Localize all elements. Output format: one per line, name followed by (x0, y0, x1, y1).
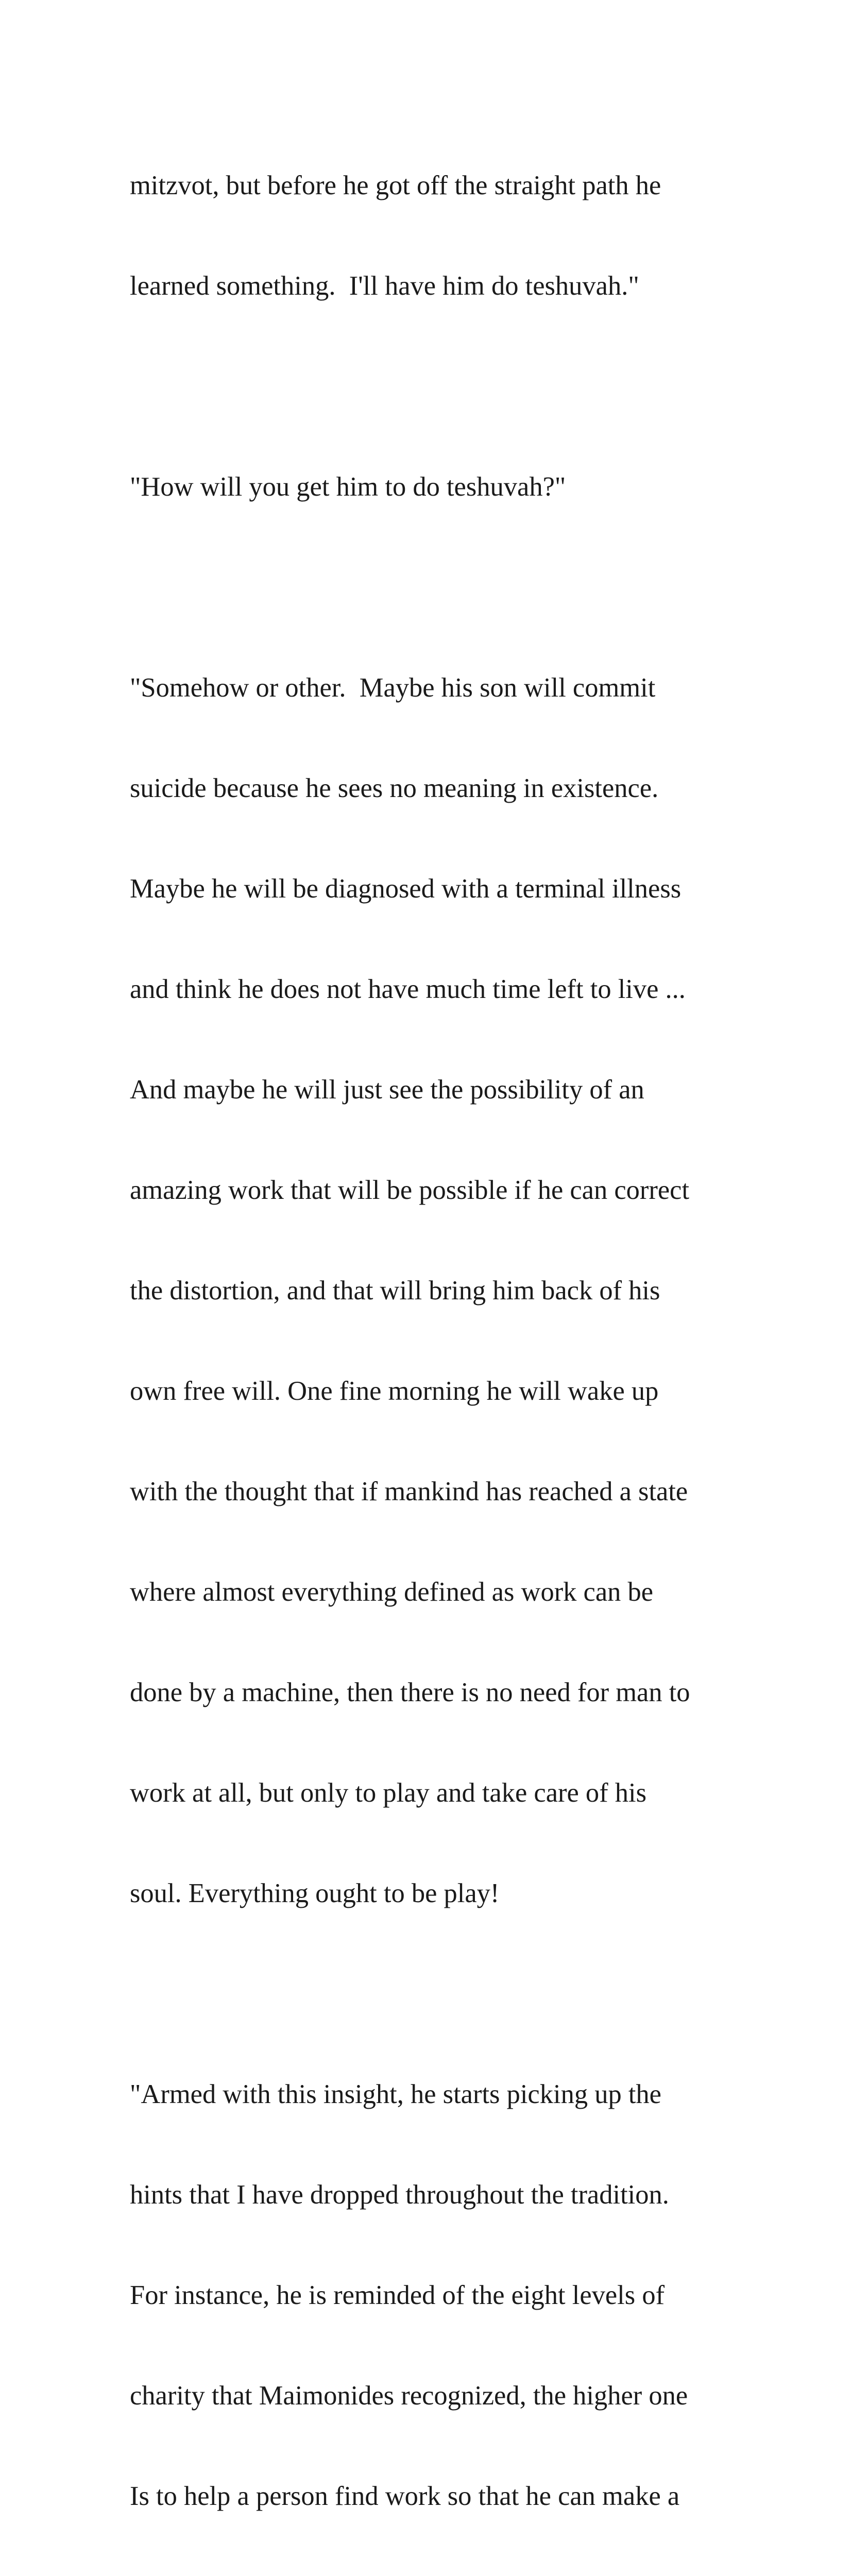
text-line: Is to help a person find work so that he can make a (130, 2481, 680, 2511)
text-line: For instance, he is reminded of the eight levels of (130, 2280, 665, 2310)
text-line: amazing work that will be possible if he can correct (130, 1175, 690, 1205)
paragraph (130, 403, 779, 571)
text-line: suicide because he sees no meaning in existence. (130, 773, 659, 803)
text-line: mitzvot, but before he got off the straight path he (130, 171, 661, 200)
text-line: where almost everything defined as work can be (130, 1577, 654, 1607)
text-line: "How will you get him to do teshuvah?" (130, 472, 566, 502)
text-line: and think he does not have much time left to live ... (130, 974, 686, 1004)
text-line: done by a machine, then there is no need for man to (130, 1677, 690, 1707)
text-line: learned something. I'll have him do teshuvah." (130, 271, 639, 301)
paragraph (130, 604, 779, 1977)
text-line: hints that I have dropped throughout the tradition. (130, 2180, 669, 2210)
text-line: charity that Maimonides recognized, the higher one (130, 2381, 688, 2411)
text-line: "Somehow or other. Maybe his son will commit (130, 673, 656, 703)
text-line: the distortion, and that will bring him back of his (130, 1276, 660, 1306)
text-line: soul. Everything ought to be play! (130, 1878, 500, 1908)
text-line: And maybe he will just see the possibility of an (130, 1075, 644, 1105)
text-line: with the thought that if mankind has reached a state (130, 1477, 688, 1506)
body-text (130, 102, 779, 2576)
text-line: work at all, but only to play and take care of his (130, 1778, 647, 1808)
text-line: own free will. One fine morning he will wake up (130, 1376, 659, 1406)
text-line: Maybe he will be diagnosed with a terminal illness (130, 874, 681, 904)
paragraph (130, 102, 779, 370)
paragraph (130, 2011, 779, 2576)
text-line: "Armed with this insight, he starts picking up the (130, 2079, 661, 2109)
